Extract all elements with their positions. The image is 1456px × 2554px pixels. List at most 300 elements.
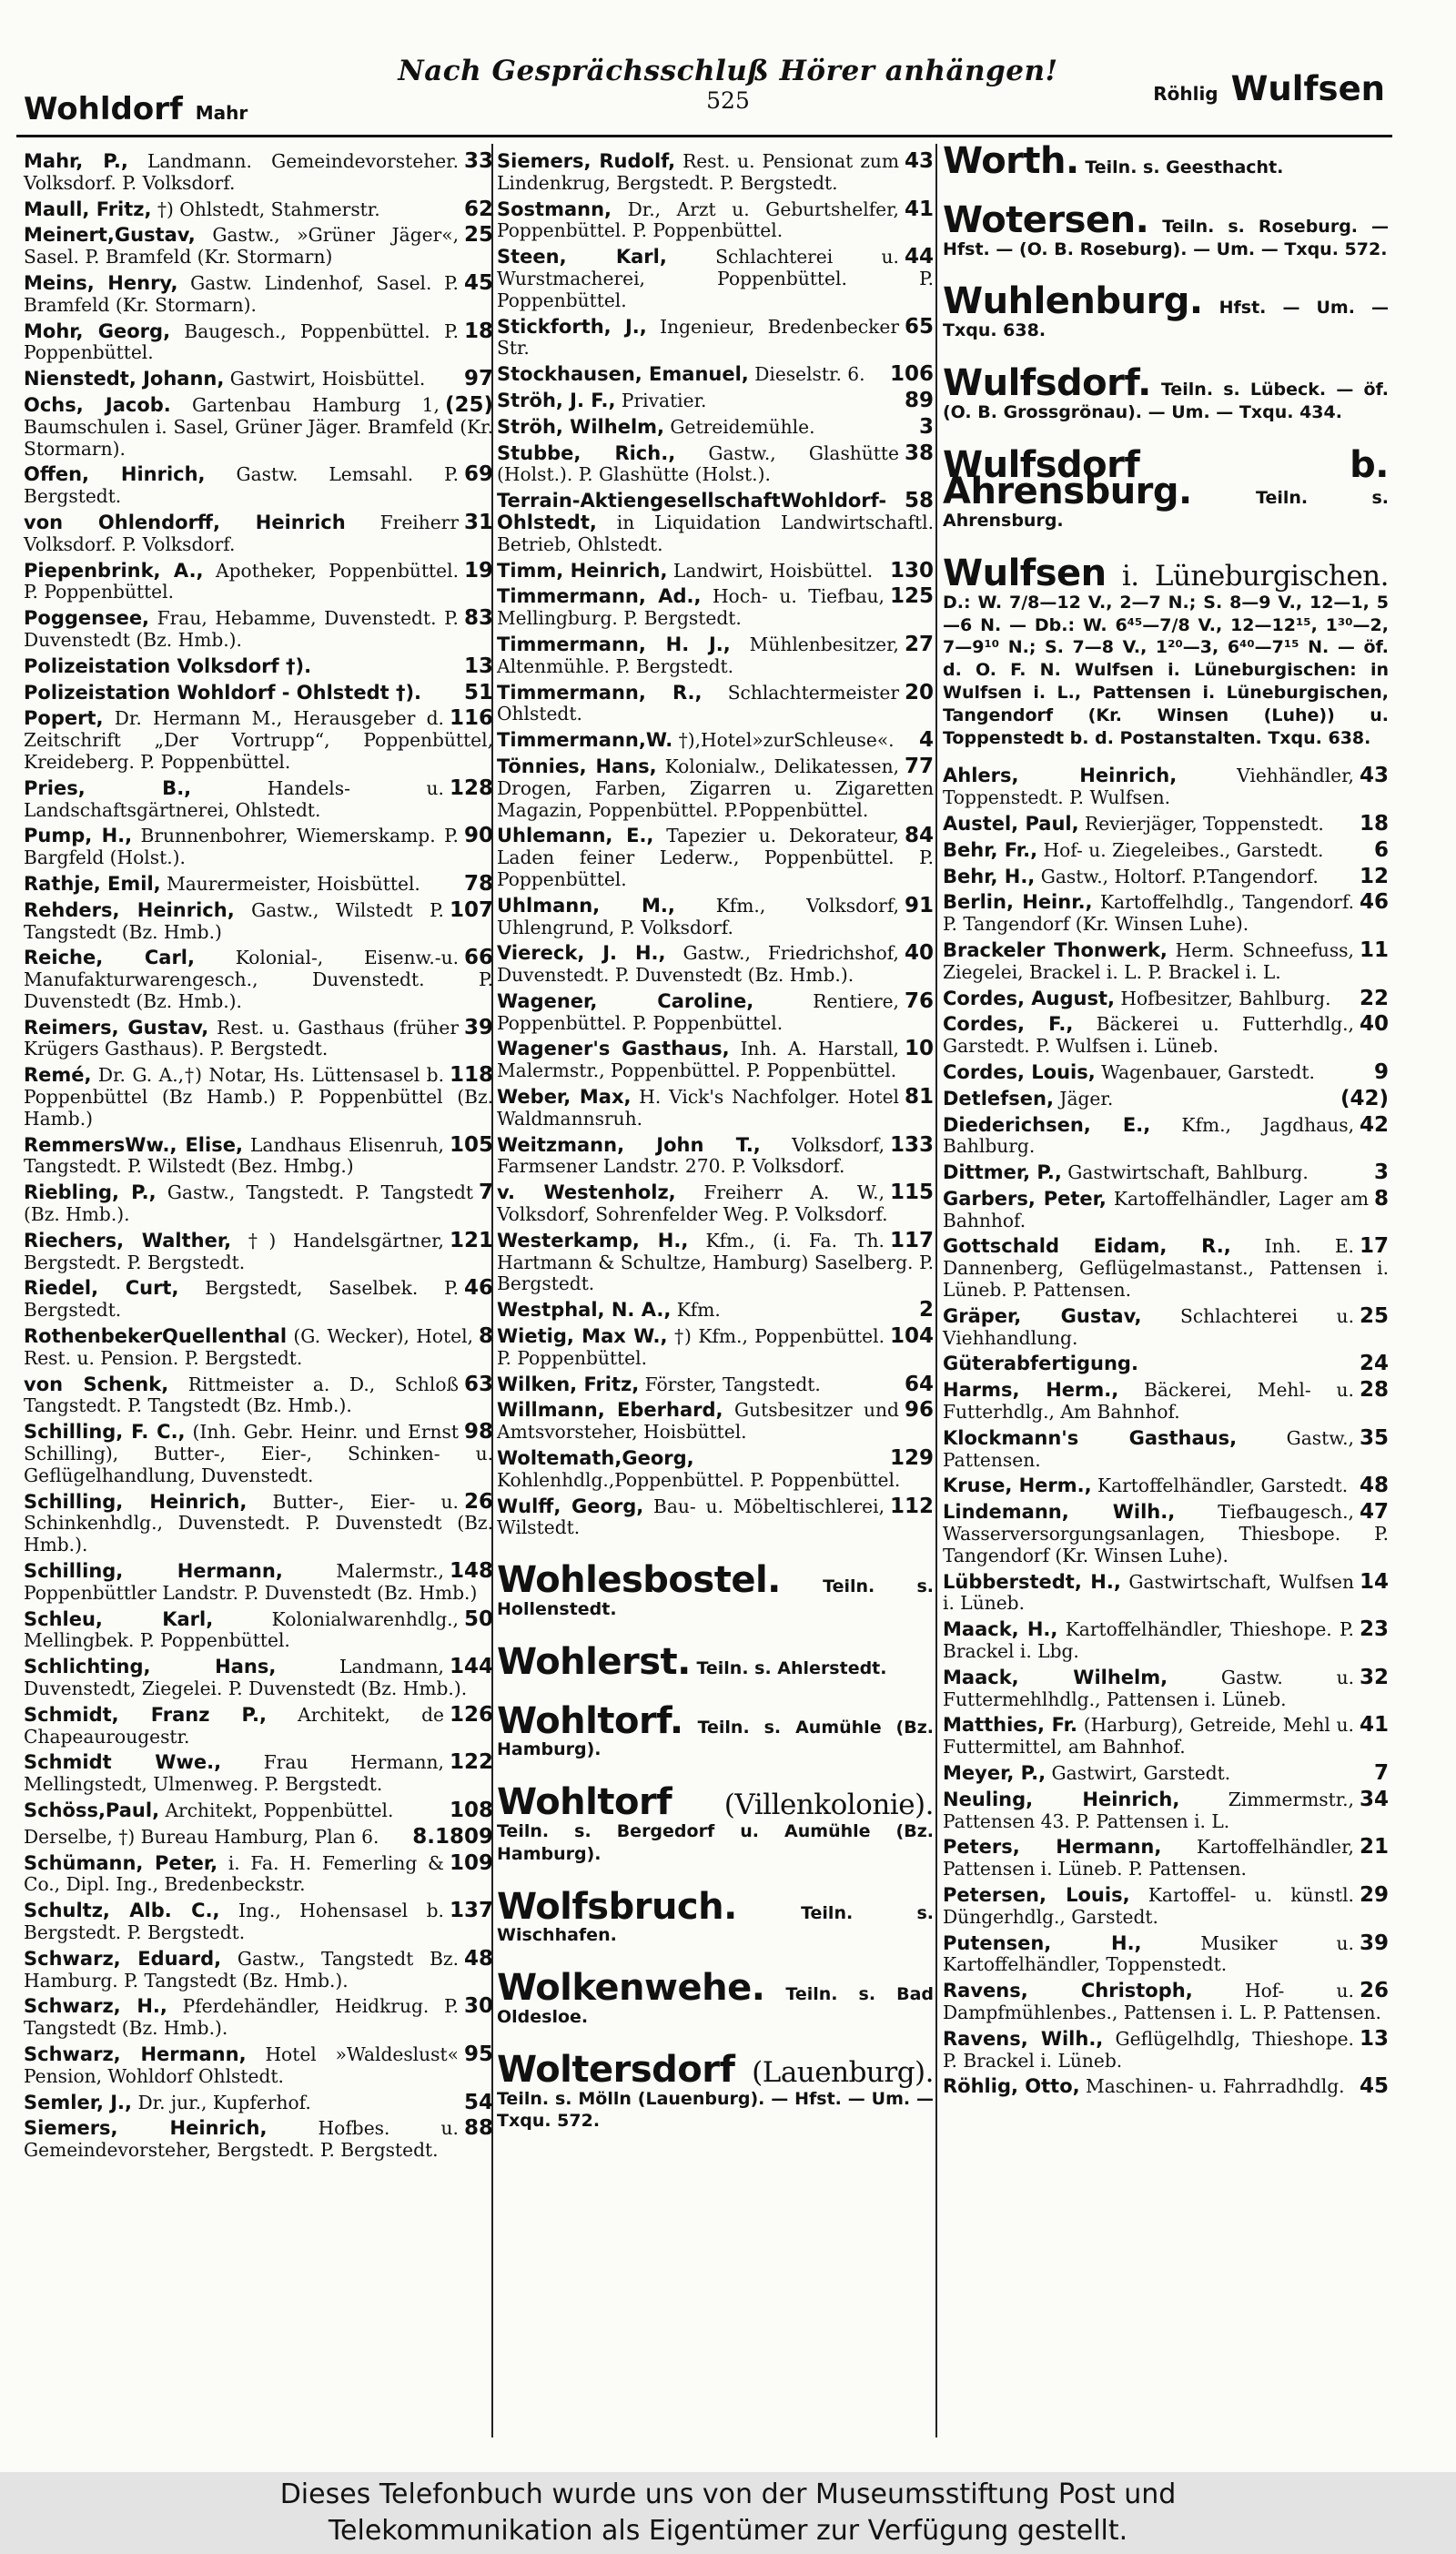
entry-details: †) Handelsgärtner, Bergstedt. P. Bergstedt. [24,1229,444,1273]
subscriber-name: Ochs, Jacob. [24,393,171,416]
subscriber-name: Gottschald Eidam, R., [943,1235,1231,1258]
directory-entry [24,2118,493,2162]
entry-details: (Harburg), Getreide, Mehl u. Futtermittel, am Bahnhof. [943,1714,1354,1758]
subscriber-name: Nienstedt, Johann, [24,368,225,390]
subscriber-name: Klockmann's Gasthaus, [943,1426,1238,1449]
entry-details: Kfm., Volksdorf, Uhlengrund, P. Volksdorf. [497,894,899,938]
entry-details: Gastwirt, Garstedt. [1046,1762,1231,1785]
directory-entry [24,1278,493,1322]
directory-entry [943,1380,1389,1424]
directory-entry [943,1112,1389,1159]
entry-details: (G. Wecker), Hotel, Rest. u. Pension. P. Bergstedt. [24,1325,473,1369]
directory-entry [943,1789,1389,1833]
entries-list [497,151,934,1539]
subscriber-name: Wilken, Fritz, [497,1373,640,1395]
entry-details: †),Hotel»zurSchleuse«. [672,729,895,752]
phone-number: 42 [1359,1112,1389,1137]
entry-details: Rentiere, Poppenbüttel. P. Poppenbüttel. [497,989,899,1034]
phone-number: 8.1809 [412,1824,493,1849]
entry-details: Gastw., Pattensen. [943,1426,1354,1471]
phone-number: 43 [1359,764,1389,788]
phone-number: 91 [904,893,934,917]
header-left-sub: Mahr [195,102,248,124]
directory-entry [497,1300,934,1322]
directory-entry [24,369,493,390]
subscriber-name: Meinert,Gustav, [24,224,196,247]
entry-details: Baugesch., Poppenbüttel. P. Poppenbüttel. [24,319,459,364]
phone-number: 115 [889,1181,934,1205]
directory-entry [24,464,493,508]
subscriber-name: Timm, Heinrich, [497,559,668,582]
phone-number: 39 [463,1015,493,1039]
subscriber-name: Uhlemann, E., [497,825,654,847]
entry-details: Schlachterei u. Wurstmacherei, Poppenbüttel. P. Poppenbüttel. [497,246,934,311]
phone-number: 54 [463,2090,493,2114]
entry-details: Rest. u. Gasthaus (früher Krügers Gasthaus). P. Bergstedt. [24,1016,459,1060]
subscriber-name: Harms, Herm., [943,1379,1119,1402]
entry-details: Kolonialwarenhdlg., Mellingbek. P. Poppenbüttel. [24,1607,459,1652]
entry-details: Herm. Schneefuss, Ziegelei, Brackel i. L. P. Brackel i. L. [943,938,1354,983]
header-left-word: Wohldorf [24,91,183,127]
subscriber-name: Wietig, Max W., [497,1325,668,1348]
subscriber-name: Wulff, Georg, [497,1495,644,1517]
phone-number: 30 [463,1994,493,2019]
directory-column-1 [24,151,493,2166]
directory-entry [497,1326,934,1370]
directory-entry [943,864,1389,888]
entry-details: Gastw. Lemsahl. P. Bergstedt. [24,463,459,508]
phone-number: 33 [463,149,493,173]
entry-details: Brunnenbohrer, Wiemerskamp. P. Bargfeld (Holst.). [24,825,459,869]
entry-details: Zimmermstr., Pattensen 43. P. Pattensen i. L. [943,1788,1354,1832]
directory-entry [943,1303,1389,1350]
header-left [24,91,248,127]
entry-details: Architekt, Poppenbüttel. [159,1799,394,1821]
place-name-suffix: (Lauenburg). [734,2055,934,2089]
subscriber-name: Matthies, Fr. [943,1714,1077,1737]
entry-details: Musiker u. Kartoffelhändler, Toppenstedt. [943,1931,1354,1976]
entry-details: Landhaus Elisenruh, Tangstedt. P. Wilstedt (Bez. Hmbg.) [24,1133,444,1178]
subscriber-name: RemmersWw., Elise, [24,1133,243,1156]
subscriber-name: Schwarz, Hermann, [24,2042,247,2065]
entry-details: Gastw., Tangstedt Bz. Hamburg. P. Tangstedt (Bz. Hmb.). [24,1947,459,1992]
phone-number: 47 [1359,1500,1389,1525]
subscriber-name: RothenbekerQuellenthal [24,1325,288,1348]
phone-number: 130 [889,558,934,583]
directory-entry [24,897,493,944]
entry-details: Viehhändler, Toppenstedt. P. Wulfsen. [943,765,1354,809]
directory-entry [497,1039,934,1082]
phone-number: 81 [904,1085,934,1110]
directory-entry [497,390,934,412]
phone-number: 7 [478,1181,493,1205]
phone-number: 31 [463,510,493,534]
phone-number: 137 [449,1899,493,1923]
places-list [497,1559,934,2133]
directory-entry [943,937,1389,984]
entry-details: Gastw., Wilstedt P. Tangstedt (Bz. Hmb.) [24,898,444,943]
subscriber-name: Tönnies, Hans, [497,755,657,777]
phone-number: 46 [463,1276,493,1301]
phone-number: 84 [904,824,934,848]
directory-entry [24,1850,493,1897]
phone-number: 88 [463,2116,493,2141]
phone-number: 98 [463,1420,493,1444]
phone-number: 121 [449,1228,493,1252]
phone-number: 22 [1359,986,1389,1010]
subscriber-name: Riebling, P., [24,1181,157,1204]
place-info: Teiln. s. Mölln (Lauenburg). — Hfst. — Um. — Txqu. 572. [497,2088,934,2132]
place-name: Wulfsdorf b. Ahrensburg. [943,443,1389,513]
phone-number: 78 [463,871,493,896]
subscriber-name: v. Westenholz, [497,1181,676,1204]
subscriber-name: Schleu, Karl, [24,1607,214,1630]
subscriber-name: Sostmann, [497,198,612,220]
place-heading [943,198,1389,261]
directory-entry [497,756,934,821]
directory-entry [943,1502,1389,1566]
phone-number: 39 [1359,1931,1389,1955]
entry-details: Architekt, de Chapeaurougestr. [24,1703,444,1748]
directory-entry [24,151,493,195]
subscriber-name: Neuling, Heinrich, [943,1788,1180,1810]
subscriber-name: Schwarz, H., [24,1995,167,2018]
header-right-word: Wulfsen [1230,69,1385,108]
entry-details: Dr. G. A.,†) Notar, Hs. Lüttensasel b. Poppenbüttel (Bz Hamb.) P. Poppenbüttel (Bz. Hamb.) [24,1064,493,1130]
subscriber-name: Rathje, Emil, [24,872,161,895]
entry-details: Dr. Hermann M., Herausgeber d. Zeitschrift „Der Vortrupp“, Poppenbüttel, Kreideberg. P. Poppenbüttel. [24,707,493,773]
place-heading [943,361,1389,424]
subscriber-name: Willmann, Eberhard, [497,1399,723,1422]
directory-entry [943,1837,1389,1880]
entry-details: Rest. u. Pensionat zum Lindenkrug, Bergstedt. P. Bergstedt. [497,150,899,194]
directory-entry [24,1946,493,1992]
phone-number: 4 [918,728,934,753]
directory-entry [497,586,934,630]
directory-entry [497,988,934,1035]
entry-details: Gastw. u. Futtermehlhdlg., Pattensen i. Lüneb. [943,1666,1354,1710]
place-heading [943,280,1389,342]
subscriber-name: Mohr, Georg, [24,319,171,342]
page-number: 525 [706,87,750,114]
subscriber-name: Reimers, Gustav, [24,1016,209,1039]
phone-number: 26 [463,1489,493,1514]
place-info: Teiln. s. Ahrensburg. [943,488,1389,532]
phone-number: 34 [1359,1787,1389,1811]
phone-number: 6 [1373,837,1389,862]
phone-number: 3 [1373,1160,1389,1185]
place-name-suffix: (Villenkolonie). [672,1789,934,1822]
place-name: Wuhlenburg. [943,280,1203,323]
phone-number: 128 [449,775,493,800]
subscriber-name: Wagener's Gasthaus, [497,1038,730,1060]
entry-details: i. Fa. H. Femerling & Co., Dipl. Ing., Bredenbeckstr. [24,1851,444,1896]
phone-number: 13 [463,654,493,678]
phone-number: 96 [904,1398,934,1423]
subscriber-name: Pump, H., [24,825,133,847]
subscriber-name: Cordes, F., [943,1013,1074,1036]
place-info: Teiln. s. Geesthacht. [1078,157,1284,177]
directory-entry [24,1065,493,1130]
phone-number: 148 [449,1559,493,1584]
entry-details: Revierjäger, Toppenstedt. [1078,812,1324,835]
directory-entry [497,1228,934,1295]
directory-entry [24,321,493,365]
directory-entry [943,1014,1389,1058]
entry-details: Gastw., Friedrichshof, Duvenstedt. P. Duvenstedt (Bz. Hmb.). [497,942,899,987]
directory-entry [497,1448,934,1492]
phone-number: 90 [463,824,493,848]
entry-details: Gastw., »Grüner Jäger«, Sasel. P. Bramfeld (Kr. Stormarn) [24,224,459,269]
place-heading [497,2048,934,2133]
directory-entry [497,314,934,360]
place-info: Teiln. s. Ahlerstedt. [690,1657,887,1678]
places-list [943,140,1389,749]
subscriber-name: Putensen, H., [943,1931,1142,1954]
directory-entry [497,1374,934,1396]
directory-column-2 [497,151,934,2149]
place-name: Wohltorf (Villenkolonie). [497,1781,934,1824]
subscriber-name: Gräper, Gustav, [943,1304,1142,1327]
entry-details: Gastwirtschaft, Bahlburg. [1061,1161,1309,1184]
place-heading [943,552,1389,749]
subscriber-name: Lübberstedt, H., [943,1570,1121,1593]
entry-details: Mühlenbesitzer, Altenmühle. P. Bergstedt. [497,633,899,677]
entry-details: Derselbe, †) Bureau Hamburg, Plan 6. [24,1825,379,1848]
place-name: Wolfsbruch. [497,1885,737,1928]
directory-entry [24,1606,493,1653]
phone-number: 46 [1359,890,1389,915]
subscriber-name: Woltemath,Georg, [497,1447,694,1470]
footer-banner [0,2472,1456,2554]
subscriber-name: Westerkamp, H., [497,1229,689,1252]
entry-details: Volksdorf, Farmsener Landstr. 270. P. Volksdorf. [497,1133,885,1178]
phone-number: 7 [1373,1761,1389,1786]
column-divider [935,144,937,2437]
entry-details: †) Ohlstedt, Stahmerstr. [151,198,380,220]
subscriber-name: Stubbe, Rich., [497,441,676,464]
phone-number: 89 [904,388,934,412]
directory-entry [943,1186,1389,1232]
phone-number: 122 [449,1750,493,1775]
subscriber-name: Dittmer, P., [943,1161,1062,1184]
directory-entry [24,225,493,269]
phone-number: 83 [463,606,493,631]
subscriber-name: Siemers, Heinrich, [24,2117,268,2140]
subscriber-name: Timmermann, R., [497,681,703,704]
directory-entry [24,1561,493,1605]
subscriber-name: Cordes, August, [943,987,1115,1009]
phone-number: 105 [449,1132,493,1157]
phone-number: 50 [463,1606,493,1631]
entry-details: Kartoffelhändler, Lager am Bahnhof. [943,1187,1369,1231]
directory-entry [24,1326,493,1370]
phone-number: 144 [449,1655,493,1679]
place-heading [497,1640,934,1683]
phone-number: 25 [1359,1303,1389,1328]
place-info: Teiln. s. Wischhafen. [497,1902,934,1946]
subscriber-name: Timmermann,W. [497,729,673,752]
subscriber-name: Weitzmann, John T., [497,1133,761,1156]
subscriber-name: Siemers, Rudolf, [497,150,676,172]
entry-details: Kfm., (i. Fa. Th. Hartmann & Schultze, Hamburg) Saselberg. P. Bergstedt. [497,1229,934,1295]
entry-details: Gastw. Lindenhof, Sasel. P. Bramfeld (Kr. Stormarn). [24,271,459,316]
phone-number: 2 [918,1298,934,1323]
place-name: Worth. [943,140,1079,182]
place-info: Teiln. s. Bergedorf u. Aumühle (Bz. Hamburg). [497,1821,934,1864]
directory-entry [24,680,493,704]
phone-number: 17 [1359,1234,1389,1259]
phone-number: 43 [904,149,934,173]
entry-details: Kartoffelhändler, Pattensen i. Lüneb. P. Pattensen. [943,1836,1354,1880]
entry-details: Bäckerei, Mehl- u. Futterhdlg., Am Bahnhof. [943,1379,1354,1424]
directory-entry [24,1015,493,1061]
subscriber-name: Viereck, J. H., [497,942,666,965]
entry-details: Kartoffel- u. künstl. Düngerhdlg., Garstedt. [943,1884,1354,1928]
subscriber-name: Timmermann, Ad., [497,585,702,608]
place-info: Teiln. s. Aumühle (Bz. Hamburg). [497,1717,934,1760]
subscriber-name: Poggensee, [24,607,150,630]
phone-number: 8 [1373,1186,1389,1211]
directory-entry [497,634,934,678]
phone-number: 45 [1359,2074,1389,2099]
entry-details: Apotheker, Poppenbüttel. P. Poppenbüttel. [24,559,459,603]
header-right-sub: Röhlig [1153,83,1218,105]
header-right [1153,69,1385,108]
place-info: D.: W. 7/8—12 V., 2—7 N.; S. 8—9 V., 12—1, 5—6 N. — Db.: W. 6⁴⁵—7/8 V., 12—12¹⁵, 1³⁰—2, 7—9¹⁰ N.; S. 7—8 V., 1²⁰—3, 6⁴⁰—7¹⁵ N. — öf. d. O. F. N. Wulfsen i. Lüneburgischen: in Wulfsen i. L., Pattensen i. Lüneburgischen, Tangendorf (Kr. Winsen (Luhe)) u. Toppenstedt b. d. Postanstalten. Txqu. 638. [943,592,1389,748]
subscriber-name: Schlichting, Hans, [24,1656,277,1678]
phone-number: 32 [1359,1665,1389,1689]
entry-details: Gutsbesitzer und Amtsvorsteher, Hoisbüttel. [497,1399,899,1444]
subscriber-name: Meins, Henry, [24,271,178,294]
place-heading [497,1559,934,1621]
directory-entry [24,826,493,869]
directory-entry [943,988,1389,1010]
subscriber-name: Timmermann, H. J., [497,633,731,655]
phone-number: 106 [889,362,934,387]
subscriber-name: Riedel, Curt, [24,1277,179,1300]
place-info: Teiln. s. Hollenstedt. [497,1576,934,1620]
header-rule [16,135,1392,137]
place-info: Teiln. s. Roseburg. — Hfst. — (O. B. Roseburg). — Um. — Txqu. 572. [943,216,1389,259]
phone-number: 48 [463,1946,493,1971]
entry-details: Privatier. [615,389,707,411]
subscriber-name: Uhlmann, M., [497,894,675,917]
phone-number: 48 [1359,1474,1389,1498]
entry-details: †) Kfm., Poppenbüttel. P. Poppenbüttel. [497,1325,885,1369]
subscriber-name: Schilling, Hermann, [24,1560,283,1583]
phone-number: 20 [904,680,934,704]
directory-entry [497,558,934,583]
subscriber-name: Maull, Fritz, [24,198,152,220]
entry-details: Handels- u. Landschaftsgärtnerei, Ohlstedt. [24,776,444,821]
directory-entry [497,199,934,243]
directory-entry [943,1715,1389,1758]
phone-number: 62 [463,197,493,221]
place-heading [497,1885,934,1948]
entry-details: Dr. jur., Kupferhof. [132,2091,311,2113]
entry-details: in Liquidation Landwirtschaftl. Betrieb, Ohlstedt. [497,511,934,555]
directory-entry [24,871,493,896]
directory-entry [24,1132,493,1179]
entry-details: Bergstedt, Saselbek. P. Bergstedt. [24,1277,459,1322]
entry-details: Maurermeister, Hoisbüttel. [160,872,420,895]
phone-number: 117 [889,1228,934,1252]
phone-number: 76 [904,988,934,1013]
phone-number: 126 [449,1702,493,1727]
entry-details: Bau- u. Möbeltischlerei, Wilstedt. [497,1495,885,1539]
subscriber-name: Polizeistation Wohldorf - Ohlstedt †). [24,681,422,704]
directory-entry [943,765,1389,809]
place-info: Teiln. s. Bad Oldesloe. [497,1984,934,2027]
directory-entry [24,558,493,604]
directory-entry [24,2044,493,2088]
directory-entry [943,2076,1389,2098]
place-name: Wotersen. [943,198,1149,241]
directory-entry [497,364,934,386]
footer-line-1: Dieses Telefonbuch wurde uns von der Museumsstiftung Post und [279,2478,1177,2510]
entry-details: Landmann. Gemeindevorsteher. Volksdorf. P. Volksdorf. [24,150,459,194]
directory-entry [24,2090,493,2114]
directory-entry [943,1162,1389,1184]
phone-number: 129 [889,1446,934,1471]
subscriber-name: Röhlig, Otto, [943,2075,1080,2098]
entry-details: Pferdehändler, Heidkrug. P. Tangstedt (Bz. Hmb.). [24,1995,459,2040]
directory-entry [497,151,934,195]
subscriber-name: Westphal, N. A., [497,1299,672,1322]
entry-details: Gastw., Glashütte (Holst.). P. Glashütte (Holst.). [497,441,899,486]
entry-details: Malermstr., Poppenbüttler Landstr. P. Duvenstedt (Bz. Hmb.) [24,1560,478,1604]
entry-details: Kolonialw., Delikatessen, Drogen, Farben, Zigarren u. Zigaretten Magazin, Poppenbüttel. P.Poppenbüttel. [497,755,934,821]
subscriber-name: Pries, B., [24,776,192,799]
directory-entry [943,1353,1389,1375]
subscriber-name: Meyer, P., [943,1762,1046,1785]
page-notice: Nach Gesprächsschluß Hörer anhängen! [398,55,1058,87]
subscriber-name: Diederichsen, E., [943,1113,1151,1136]
phone-number: 24 [1359,1352,1389,1376]
entry-details: Hoch- u. Tiefbau, Mellingburg. P. Bergstedt. [497,585,885,630]
subscriber-name: Garbers, Peter, [943,1187,1107,1210]
directory-entry [24,1996,493,2040]
directory-entry [943,1236,1389,1301]
subscriber-name: Polizeistation Volksdorf †). [24,654,312,677]
place-name: Wulfsen i. Lüneburgischen. [943,552,1389,594]
entry-details: Frau Hermann, Mellingstedt, Ulmenweg. P. Bergstedt. [24,1751,444,1796]
entry-details: Kartoffelhdlg., Tangendorf. P. Tangendorf (Kr. Winsen Luhe). [943,891,1354,936]
phone-number: 41 [904,197,934,221]
phone-number: 107 [449,897,493,922]
subscriber-name: Popert, [24,707,104,730]
subscriber-name: Maack, Wilhelm, [943,1666,1168,1688]
entry-details: Inh. A. Harstall, Malermstr., Poppenbüttel. P. Poppenbüttel. [497,1038,899,1082]
phone-number: 125 [889,584,934,609]
subscriber-name: Schilling, Heinrich, [24,1490,248,1513]
entry-details: Landmann, Duvenstedt, Ziegelei. P. Duvenstedt (Bz. Hmb.). [24,1656,468,1699]
entry-details: H. Vick's Nachfolger. Hotel Waldmannsruh. [497,1086,899,1130]
entry-details: Kfm., Jagdhaus, Bahlburg. [943,1113,1354,1158]
subscriber-name: Terrain-AktiengesellschaftWohldorf-Ohlstedt, [497,490,887,533]
phone-number: 29 [1359,1883,1389,1907]
subscriber-name: Rehders, Heinrich, [24,898,235,921]
directory-entry [24,1702,493,1748]
entry-details: Gastw., Holtorf. P.Tangendorf. [1035,865,1319,887]
phone-number: 104 [889,1324,934,1349]
phone-number: 118 [449,1063,493,1088]
place-heading [943,140,1389,182]
directory-entry [943,1763,1389,1785]
entry-details: Ing., Hohensasel b. Bergstedt. P. Bergstedt. [24,1900,444,1943]
subscriber-name: Detlefsen, [943,1087,1054,1110]
